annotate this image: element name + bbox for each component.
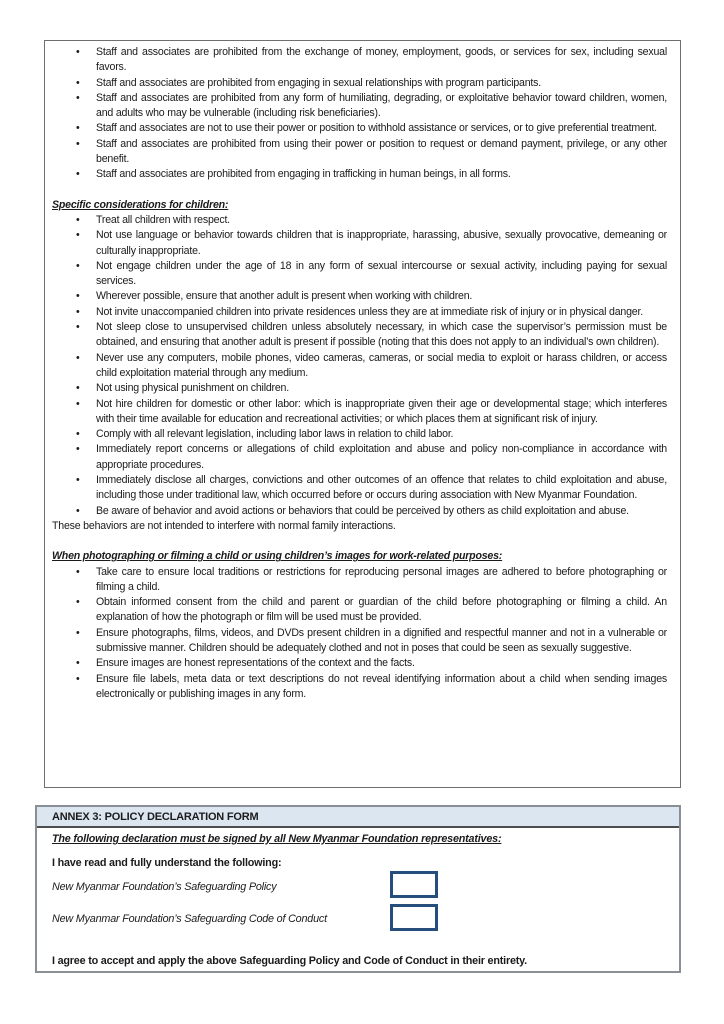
- bullet-icon: •: [76, 137, 80, 150]
- bullet-item: [52, 45, 667, 76]
- bullet-icon: •: [76, 351, 80, 364]
- bullet-icon: •: [76, 565, 80, 578]
- bullet-text: Ensure photographs, films, videos, and DVDs present children in a dignified and respectful manner and not in a vulnerable or submissive manner. Children should be adequately clothed and not in poses that could be seen as sexually suggestive.: [96, 626, 667, 654]
- bullet-icon: •: [76, 259, 80, 272]
- annex-intro: I have read and fully understand the following:: [52, 857, 282, 869]
- bullet-text: Treat all children with respect.: [96, 213, 230, 226]
- bullet-icon: •: [76, 443, 80, 456]
- bullet-item: [52, 565, 667, 596]
- bullet-item: [52, 289, 667, 304]
- family-interactions-note: These behaviors are not intended to interfere with normal family interactions.: [52, 519, 396, 532]
- bullet-text: Not hire children for domestic or other labor: which is inappropriate given their age or developmental stage; which interferes with their time available for education and recreational activities; or which places them at significant risk of injury.: [96, 397, 667, 425]
- bullet-item: [52, 76, 667, 91]
- bullet-item: [52, 442, 667, 473]
- section-photography: [52, 549, 667, 702]
- safeguarding-policy-checkbox[interactable]: [390, 871, 438, 898]
- bullet-item: [52, 351, 667, 382]
- bullet-item: [52, 595, 667, 626]
- bullet-text: Staff and associates are prohibited from engaging in trafficking in human beings, in all forms.: [96, 168, 511, 181]
- bullet-text: Staff and associates are prohibited from any form of humiliating, degrading, or exploitative behavior toward children, women, and adults who may be vulnerable (including risk beneficiaries).: [96, 91, 667, 120]
- bullet-icon: •: [76, 474, 80, 487]
- bullet-text: Obtain informed consent from the child and parent or guardian of the child before photographing or filming a child. An explanation of how the photograph or film will be used must be provided.: [96, 596, 667, 624]
- code-of-conduct-box: [44, 40, 681, 788]
- bullet-text: Immediately report concerns or allegations of child exploitation and abuse and policy non-compliance in accordance with appropriate procedures.: [96, 443, 667, 471]
- blank-line: [52, 534, 667, 549]
- safeguarding-policy-label: New Myanmar Foundation’s Safeguarding Policy: [52, 881, 277, 893]
- bullet-icon: •: [76, 168, 80, 181]
- bullet-text: Comply with all relevant legislation, including labor laws in relation to child labor.: [96, 428, 454, 441]
- bullet-text: Not sleep close to unsupervised children unless absolutely necessary, in which case the supervisor’s permission must be obtained, and ensuring that another adult is present if possible (noting that this does not apply to an individual’s own children).: [96, 321, 667, 349]
- bullet-item: [52, 656, 667, 671]
- bullet-text: Staff and associates are prohibited from using their power or position to request or demand payment, privilege, or any other benefit.: [96, 137, 667, 166]
- bullet-icon: •: [76, 305, 80, 318]
- bullet-item: [52, 137, 667, 168]
- bullet-text: Take care to ensure local traditions or restrictions for reproducing personal images are adhered to before photographing or filming a child.: [96, 565, 667, 593]
- bullet-text: Not use language or behavior towards children that is inappropriate, harassing, abusive, sexually provocative, demeaning or culturally inappropriate.: [96, 229, 667, 257]
- bullet-item: [52, 305, 667, 320]
- bullet-text: Immediately disclose all charges, convictions and other outcomes of an offence that relates to child exploitation and abuse, including those under traditional law, which occurred before or occurs during association with New Myanmar Foundation.: [96, 474, 667, 502]
- bullet-icon: •: [76, 382, 80, 395]
- blank-line: [52, 183, 667, 198]
- bullet-icon: •: [76, 626, 80, 639]
- bullet-item: [52, 397, 667, 428]
- bullet-item: [52, 228, 667, 259]
- bullet-text: Not invite unaccompanied children into private residences unless they are at immediate risk of injury or in physical danger.: [96, 305, 643, 318]
- bullet-icon: •: [76, 76, 80, 89]
- bullet-icon: •: [76, 321, 80, 334]
- bullet-text: Be aware of behavior and avoid actions or behaviors that could be perceived by others as child exploitation and abuse.: [96, 504, 629, 517]
- bullet-icon: •: [76, 504, 80, 517]
- bullet-item: [52, 427, 667, 442]
- agreement-statement: I agree to accept and apply the above Safeguarding Policy and Code of Conduct in their entirety.: [52, 955, 527, 967]
- annex-subheader: The following declaration must be signed by all New Myanmar Foundation representatives:: [52, 833, 502, 845]
- bullet-icon: •: [76, 213, 80, 226]
- bullet-icon: •: [76, 91, 80, 104]
- bullet-icon: •: [76, 46, 80, 58]
- code-of-conduct-checkbox[interactable]: [390, 904, 438, 931]
- bullet-text: Staff and associates are not to use their power or position to withhold assistance or services, or to give preferential treatment.: [96, 122, 657, 135]
- bullet-text: Staff and associates are prohibited from the exchange of money, employment, goods, or services for sex, including sexual favors.: [96, 46, 667, 74]
- bullet-icon: •: [76, 657, 80, 670]
- bullet-icon: •: [76, 596, 80, 609]
- bullet-item: [52, 259, 667, 290]
- bullet-icon: •: [76, 428, 80, 441]
- bullet-item: [52, 504, 667, 519]
- bullet-text: Never use any computers, mobile phones, video cameras, cameras, or social media to exploit or harass children, or access child exploitation material through any medium.: [96, 351, 667, 379]
- code-of-conduct-label: New Myanmar Foundation’s Safeguarding Code of Conduct: [52, 913, 327, 925]
- section-heading-photography: When photographing or filming a child or using children’s images for work-related purposes:: [52, 550, 503, 563]
- bullet-item: [52, 91, 667, 122]
- section-children: [52, 198, 667, 535]
- bullet-item: [52, 121, 667, 136]
- annex-declaration-box: [35, 805, 681, 973]
- bullet-icon: •: [76, 672, 80, 685]
- section-staff-prohibitions: [52, 45, 667, 183]
- bullet-icon: •: [76, 397, 80, 410]
- bullet-text: Ensure images are honest representations of the context and the facts.: [96, 657, 415, 670]
- bullet-item: [52, 320, 667, 351]
- bullet-item: [52, 167, 667, 182]
- annex-header: ANNEX 3: POLICY DECLARATION FORM: [37, 807, 679, 828]
- bullet-icon: •: [76, 290, 80, 303]
- bullet-text: Ensure file labels, meta data or text descriptions do not reveal identifying information about a child when sending images electronically or publishing images in any form.: [96, 672, 667, 700]
- bullet-item: [52, 381, 667, 396]
- bullet-text: Not engage children under the age of 18 in any form of sexual intercourse or sexual activity, including paying for sexual services.: [96, 259, 667, 288]
- bullet-item: [52, 473, 667, 504]
- bullet-item: [52, 626, 667, 657]
- bullet-item: [52, 672, 667, 703]
- bullet-item: [52, 213, 667, 228]
- bullet-icon: •: [76, 229, 80, 242]
- section-heading-children: Specific considerations for children:: [52, 198, 229, 211]
- bullet-icon: •: [76, 122, 80, 135]
- bullet-text: Staff and associates are prohibited from engaging in sexual relationships with program participants.: [96, 76, 542, 89]
- bullet-text: Not using physical punishment on children.: [96, 382, 289, 395]
- bullet-text: Wherever possible, ensure that another adult is present when working with children.: [96, 290, 473, 303]
